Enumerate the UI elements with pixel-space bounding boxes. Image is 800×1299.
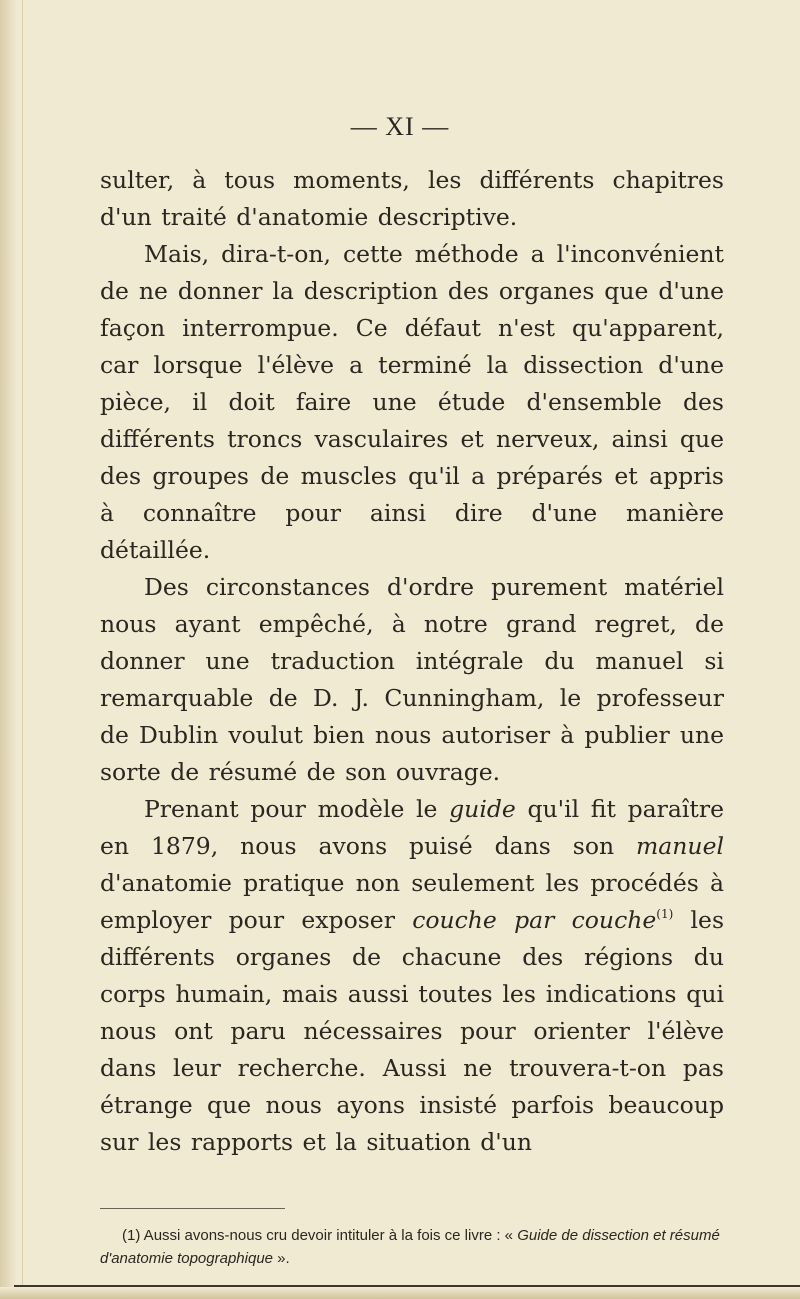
page-number-header: — XI — (350, 112, 450, 141)
p4-text-1: Prenant pour modèle le (144, 795, 450, 823)
footnote-rule (100, 1208, 285, 1209)
italic-guide: guide (449, 795, 516, 823)
page-edge-left (0, 0, 16, 1299)
bottom-rule (14, 1285, 800, 1287)
p4-text-4: les différents organes de chacune des régions du corps humain, mais aussi toutes les indications qui nous ont paru nécessaires pour orienter l'élève dans leur recherche. Aussi ne trouvera-t-on pas étrange que nous ayons insisté parfois beaucoup sur les rapports et la situation d'un (100, 906, 725, 1156)
footnote-marker: (1) (122, 1227, 141, 1244)
p4-text-3: d'anatomie pratique non seulement les procédés à employer pour exposer (100, 869, 724, 934)
footnote-text: Aussi avons-nous cru devoir intituler à la fois ce livre : « (140, 1227, 518, 1244)
footnote-title: Guide de dissection et résumé d'anatomie topographique (100, 1227, 720, 1267)
p4-text-2: qu'il fit paraître en 1879, nous avons puisé dans son (100, 795, 724, 860)
page-edge-bottom (0, 1287, 800, 1299)
paragraph-4 (100, 791, 724, 1161)
footnote-reference: (1) (656, 907, 674, 921)
gutter-line (22, 0, 23, 1299)
italic-couche-par-couche: couche par couche (412, 906, 657, 934)
italic-manuel: manuel (636, 832, 724, 860)
footnote (100, 1224, 724, 1270)
paragraph-3: Des circonstances d'ordre purement matériel nous ayant empêché, à notre grand regret, de donner une traduction intégrale du manuel si remarquable de D. J. Cunningham, le professeur de Dublin voulut bien nous autoriser à publier une sorte de résumé de son ouvrage. (100, 573, 724, 786)
footnote-end: ». (273, 1250, 290, 1267)
paragraph-1: sulter, à tous moments, les différents chapitres d'un traité d'anatomie descriptive. (100, 166, 724, 231)
body-text (100, 162, 724, 1161)
paragraph-2: Mais, dira-t-on, cette méthode a l'inconvénient de ne donner la description des organes que d'une façon interrompue. Ce défaut n'est qu'apparent, car lorsque l'élève a terminé la dissection d'une pièce, il doit faire une étude d'ensemble des différents troncs vasculaires et nerveux, ainsi que des groupes de muscles qu'il a préparés et appris à connaître pour ainsi dire d'une manière détaillée. (100, 240, 724, 564)
